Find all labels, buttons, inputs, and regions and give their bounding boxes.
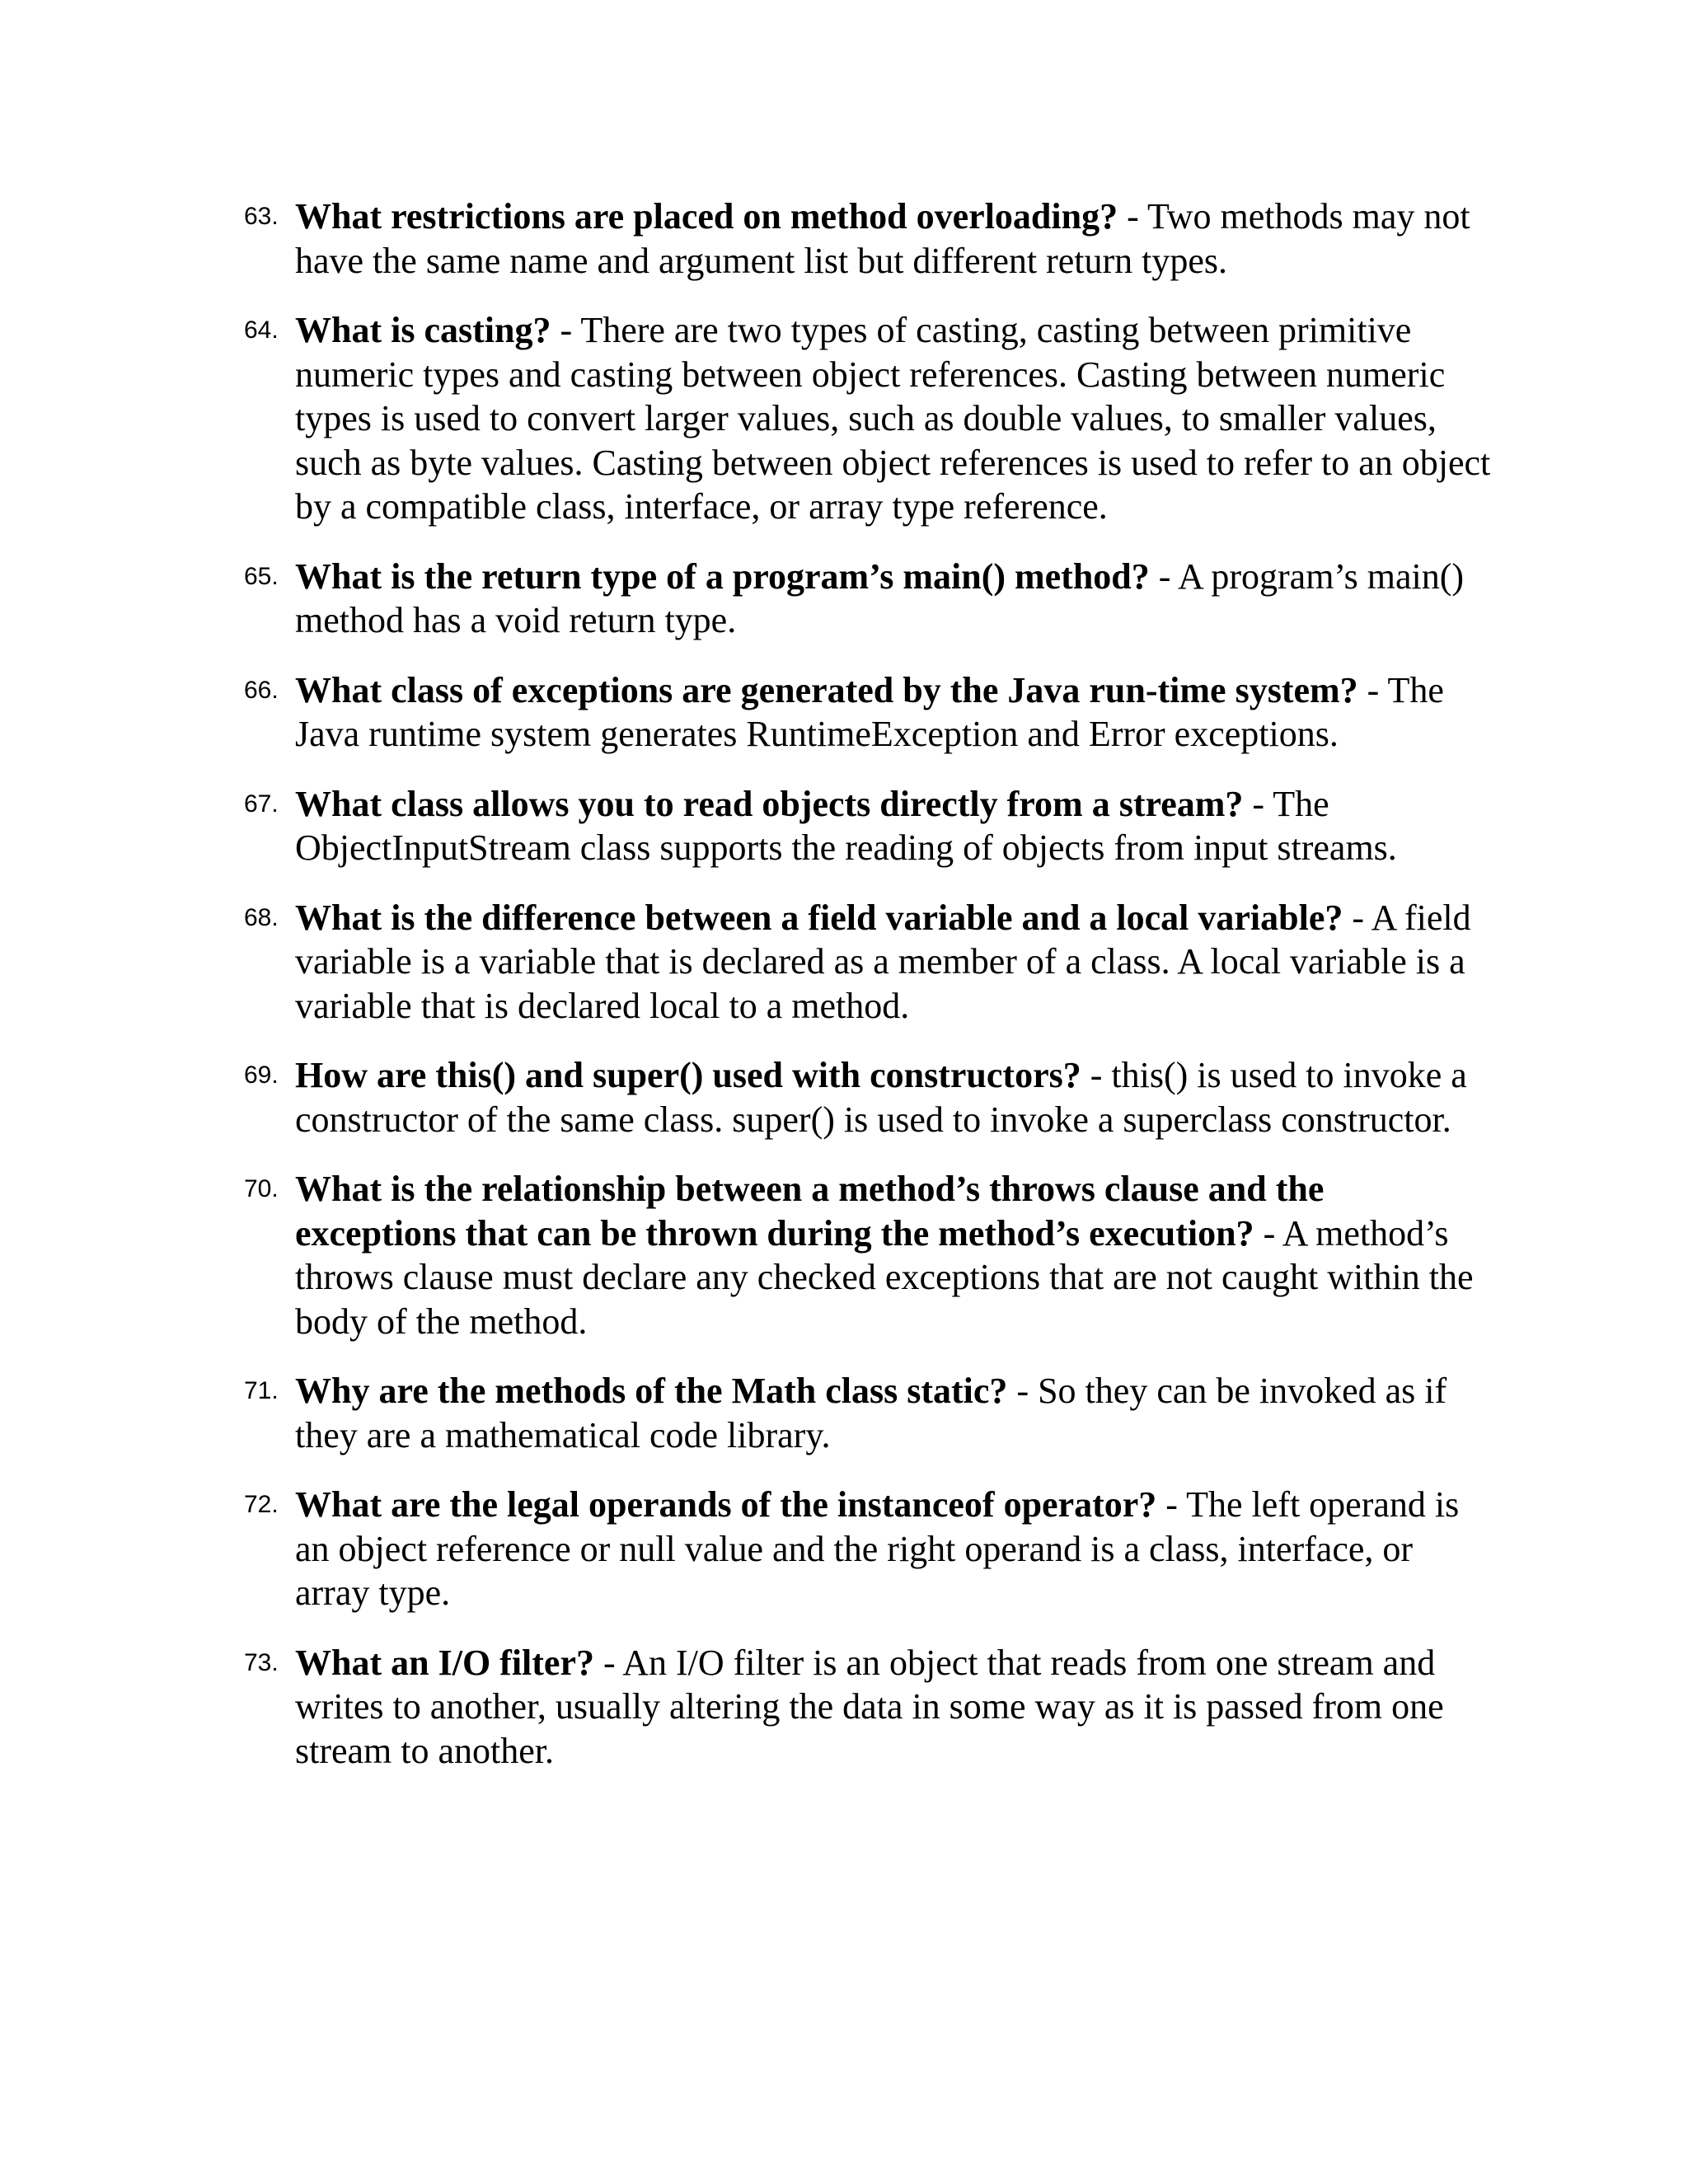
question-text: What is the relationship between a method’s throws clause and the exceptions that can be thrown during the method’s execution? [295,1169,1325,1254]
question-item-69 [244,1053,1493,1141]
question-text: What class allows you to read objects directly from a stream? [295,783,1244,824]
question-number: 73. [244,1648,279,1676]
answer-text: - An I/O filter is an object that reads from one stream and writes to another, usually altering the data in some way as it is passed from one stream to another. [295,1642,1444,1771]
question-text: What an I/O filter? [295,1642,594,1683]
question-item-64 [244,308,1493,529]
question-number: 69. [244,1062,279,1089]
question-text: Why are the methods of the Math class static? [295,1371,1008,1411]
answer-text: - So they can be invoked as if they are a mathematical code library. [295,1371,1447,1455]
question-text: What is the return type of a program’s main() method? [295,555,1150,597]
question-item-65 [244,555,1493,643]
question-item-68 [244,896,1493,1029]
answer-text: - Two methods may not have the same name and argument list but different return types. [295,196,1470,281]
question-item-72 [244,1483,1493,1615]
answer-text: - A field variable is a variable that is declared as a member of a class. A local variable is a variable that is declared local to a method. [295,897,1471,1026]
answer-text: - this() is used to invoke a constructor of the same class. super() is used to invoke a superclass constructor. [295,1055,1467,1140]
question-text: What is the difference between a field variable and a local variable? [295,897,1343,938]
question-text: What class of exceptions are generated by the Java run-time system? [295,669,1358,710]
question-number: 65. [244,562,279,590]
question-item-66 [244,668,1493,757]
question-number: 70. [244,1175,279,1202]
question-item-67 [244,782,1493,870]
question-number: 63. [244,203,279,230]
question-number: 64. [244,316,279,344]
question-number: 71. [244,1377,279,1404]
question-text: How are this() and super() used with constructors? [295,1055,1081,1095]
question-item-70 [244,1167,1493,1343]
question-number: 67. [244,790,279,818]
question-list [244,194,1493,1798]
question-text: What is casting? [295,310,551,350]
answer-text: - A program’s main() method has a void return type. [295,555,1465,640]
question-item-73 [244,1641,1493,1774]
question-number: 72. [244,1491,279,1518]
answer-text: - The left operand is an object reference or null value and the right operand is a class, interface, or array type. [295,1484,1460,1613]
answer-text: - A method’s throws clause must declare any checked exceptions that are not caught within the body of the method. [295,1212,1474,1342]
question-number: 66. [244,676,279,704]
question-text: What restrictions are placed on method overloading? [295,196,1118,237]
answer-text: - The Java runtime system generates RuntimeException and Error exceptions. [295,669,1444,754]
question-text: What are the legal operands of the instanceof operator? [295,1484,1157,1525]
answer-text: - The ObjectInputStream class supports the reading of objects from input streams. [295,783,1397,868]
answer-text: - There are two types of casting, casting between primitive numeric types and casting between object references. Casting between numeric types is used to convert larger values, such as double values, to smaller values, such as byte values. Casting between object references is used to refer to an object by a compatible class, interface, or array type reference. [295,310,1491,527]
question-item-71 [244,1369,1493,1457]
question-item-63 [244,194,1493,283]
question-number: 68. [244,903,279,931]
